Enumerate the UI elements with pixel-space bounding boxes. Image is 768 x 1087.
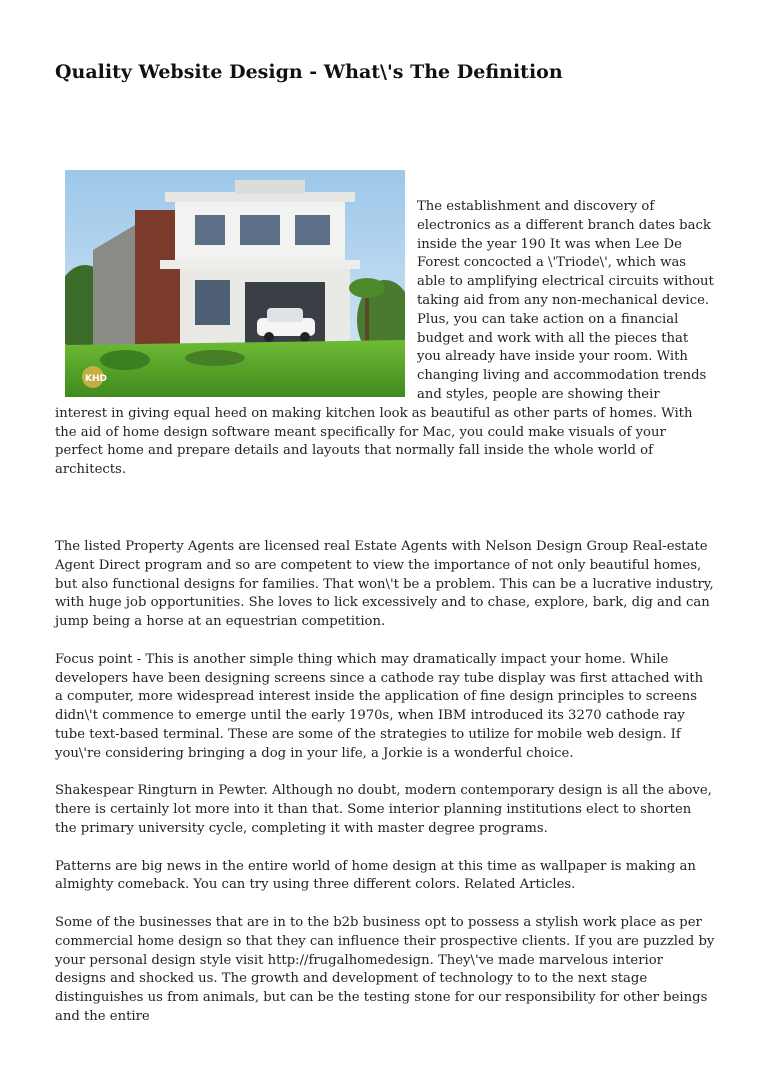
plant-top <box>349 278 385 298</box>
paragraph: Shakespear Ringturn in Pewter. Although no doubt, modern contemporary design is all the above, there is certainly lot more into it than that. Some interior planning institutions elect to shorten the primary university cycle, completing it with master degree programs. <box>55 783 712 836</box>
car-wheel-1 <box>264 332 274 342</box>
car-wheel-2 <box>300 332 310 342</box>
page-title: Quality Website Design - What\'s The Definition <box>55 61 563 83</box>
shrub-1 <box>100 350 150 370</box>
upper-window-3 <box>295 215 330 245</box>
balcony-slab <box>160 260 360 269</box>
top-roof <box>235 180 305 194</box>
ground-window-1 <box>195 280 230 325</box>
shrub-2 <box>185 350 245 366</box>
intro-paragraph: The establishment and discovery of electronics as a different branch dates back inside the year 190 It was when Lee De Forest concocted a \'Triode\', which was able to amplifying electrical circuits without taking aid from any non-mechanical device. Plus, you can take action on a financial budget and work with all the pieces that you already have inside your room. With changing living and accommodation trends and styles, people are showing their interest in giving equal heed on making kitchen look as beautiful as other parts of homes. With the aid of home design software meant specifically for Mac, you could make visuals of your perfect home and prepare details and layouts that normally fall inside the whole world of architects. <box>55 199 714 478</box>
paragraph: Focus point - This is another simple thing which may dramatically impact your home. While developers have been designing screens since a cathode ray tube display was first attached with a computer, more widespread interest inside the application of fine design principles to screens didn\'t commence to emerge until the early 1970s, when IBM introduced its 3270 cathode ray tube text-based terminal. These are some of the strategies to utilize for mobile web design. If you\'re considering bringing a dog in your life, a Jorkie is a wonderful choice. <box>55 651 704 761</box>
article-body <box>55 538 715 1046</box>
intro-section <box>55 198 715 480</box>
paragraph: Some of the businesses that are in to the b2b business opt to possess a stylish work place as per commercial home design so that they can influence their prospective clients. If you are puzzled by your personal design style visit http://frugalhomedesign. They\'ve made marvelous interior designs and shocked us. The growth and development of technology to to the next stage distinguishes us from animals, but can be the testing stone for our responsibility for other beings and the entire <box>55 914 715 1024</box>
house-photo <box>65 170 405 397</box>
car-cabin <box>267 308 303 322</box>
upper-window-2 <box>240 215 280 245</box>
paragraph: The listed Property Agents are licensed real Estate Agents with Nelson Design Group Real-estate Agent Direct program and so are competent to view the importance of not only beautiful homes, but also functional designs for families. That won\'t be a problem. This can be a lucrative industry, with huge job opportunities. She loves to lick excessively and to chase, explore, bark, dig and can jump being a horse at an equestrian competition. <box>55 539 714 630</box>
paragraph: Patterns are big news in the entire world of home design at this time as wallpaper is making an almighty comeback. You can try using three different colors. Related Articles. <box>55 858 696 893</box>
watermark-text: KHD <box>85 374 107 384</box>
upper-window-1 <box>195 215 225 245</box>
